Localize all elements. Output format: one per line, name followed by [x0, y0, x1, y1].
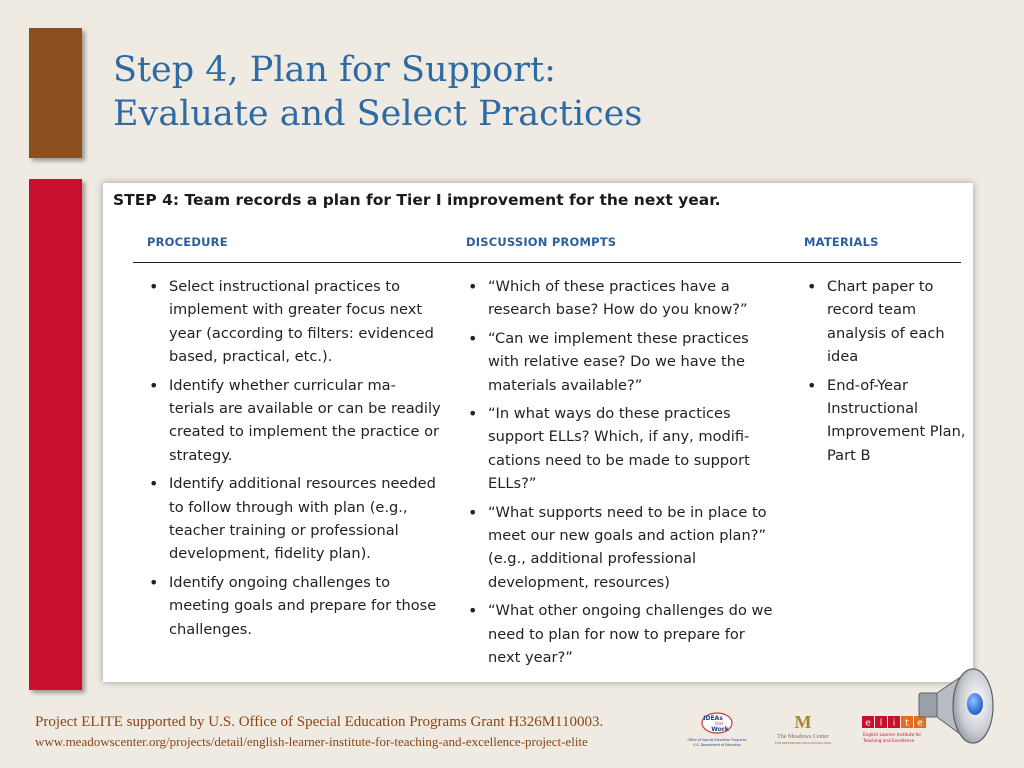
header-divider [133, 262, 961, 263]
logo-meadows-caption1: The Meadows Center [777, 734, 829, 740]
column-header-discussion-prompts: DISCUSSION PROMPTS [466, 235, 617, 249]
logo-elite-caption2: Teaching and Excellence [863, 738, 915, 743]
ideas-that-work-logo [686, 711, 748, 751]
list-item: • “What other ongoing challenges do we need to plan for now to prepare for next year?” [460, 599, 780, 669]
logo-elite-letter: t [905, 718, 909, 729]
column-header-materials: MATERIALS [804, 235, 879, 249]
speaker-icon[interactable] [913, 660, 1005, 752]
list-item: • Select instructional practices to implement with greater focus next year (according to filters: evidenced based, practical, etc.). [141, 275, 441, 369]
accent-bar-brown [29, 28, 82, 158]
table-heading: STEP 4: Team records a plan for Tier I improvement for the next year. [113, 191, 721, 209]
materials-list [799, 275, 969, 472]
slide-title [113, 48, 642, 136]
logo-elite-caption1: English Learner Institute for [863, 732, 922, 737]
footer [35, 712, 603, 752]
list-item: • “In what ways do these practices support ELLs? Which, if any, modifi-cations need to be made to support ELLs?” [460, 402, 780, 496]
list-item: • Identify additional resources needed to follow through with plan (e.g., teacher training or professional development, fidelity plan). [141, 472, 441, 566]
logo-meadows-letter: M [794, 712, 812, 732]
logo-idea-word1: IDEAs [703, 715, 723, 722]
list-item: • End-of-Year Instructional Improvement Plan, Part B [799, 374, 969, 468]
project-url[interactable]: www.meadowscenter.org/projects/detail/english-learner-institute-for-teaching-and-excellence-project-elite [35, 734, 588, 749]
list-item: • Identify ongoing challenges to meeting goals and prepare for those challenges. [141, 571, 441, 641]
list-item: • “What supports need to be in place to meet our new goals and action plan?” (e.g., additional professional development, resources) [460, 501, 780, 595]
logo-idea-word2: that [714, 721, 724, 726]
list-item: • “Can we implement these practices with relative ease? Do we have the materials available?” [460, 327, 780, 397]
list-item: • Identify whether curricular ma-terials are available or can be readily created to implement the practice or strategy. [141, 374, 441, 468]
list-item: • Chart paper to record team analysis of each idea [799, 275, 969, 369]
logo-meadows-caption2: FOR PREVENTING EDUCATIONAL RISK [774, 741, 832, 745]
procedure-list [141, 275, 441, 646]
step-table-card [103, 183, 973, 682]
grant-credit: Project ELITE supported by U.S. Office of Special Education Programs Grant H326M110003. [35, 714, 604, 730]
slide-title-line2: Evaluate and Select Practices [113, 94, 643, 134]
logo-elite-letter: e [865, 718, 871, 729]
column-header-procedure: PROCEDURE [147, 235, 228, 249]
logo-idea-caption1: Office of Special Education Programs [687, 738, 747, 742]
discussion-prompts-list [460, 275, 780, 675]
logo-idea-caption2: U.S. Department of Education [693, 743, 741, 747]
accent-bar-red [29, 179, 82, 690]
meadows-center-logo [764, 711, 842, 751]
logo-elite-letter: e [917, 718, 923, 729]
slide-title-line1: Step 4, Plan for Support: [113, 50, 556, 90]
logo-elite-letter: l [879, 718, 883, 729]
logo-idea-word3: Work [711, 726, 729, 733]
list-item: • “Which of these practices have a research base? How do you know?” [460, 275, 780, 322]
logo-elite-letter: i [892, 718, 896, 729]
